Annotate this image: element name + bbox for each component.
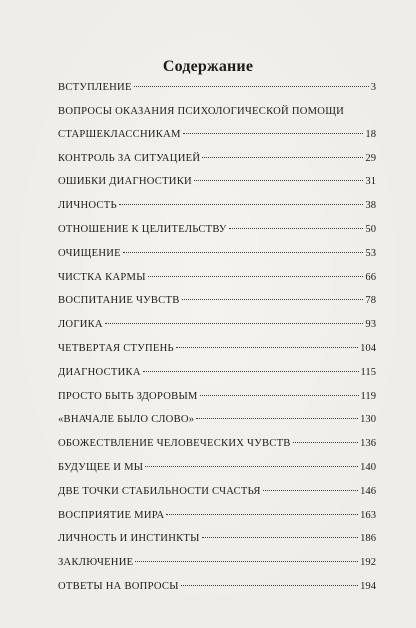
toc-entry xyxy=(58,105,376,141)
toc-page-number: 192 xyxy=(360,557,376,569)
toc-entry-title: «ВНАЧАЛЕ БЫЛО СЛОВО» xyxy=(58,414,195,426)
toc-entry xyxy=(58,271,376,284)
toc-entry xyxy=(58,580,376,593)
toc-entry-title: ДИАГНОСТИКА xyxy=(58,366,141,378)
toc-entry-title-line1: ВОПРОСЫ ОКАЗАНИЯ ПСИХОЛОГИЧЕСКОЙ ПОМОЩИ xyxy=(58,105,345,117)
toc-leader-dots xyxy=(196,418,358,419)
toc-entry-title: ВОСПИТАНИЕ ЧУВСТВ xyxy=(58,295,180,307)
toc-leader-dots xyxy=(183,133,364,134)
toc-entry xyxy=(58,199,376,212)
toc-leader-dots xyxy=(181,585,358,586)
toc-entry-title: БУДУЩЕЕ И МЫ xyxy=(58,461,144,473)
toc-entry-title: ОТНОШЕНИЕ К ЦЕЛИТЕЛЬСТВУ xyxy=(58,223,227,235)
toc-entry xyxy=(58,413,376,426)
toc-page-number: 130 xyxy=(360,414,376,426)
toc-leader-dots xyxy=(194,180,363,181)
toc-leader-dots xyxy=(148,276,364,277)
toc-entry-title: КОНТРОЛЬ ЗА СИТУАЦИЕЙ xyxy=(58,152,201,164)
toc-page-number: 104 xyxy=(360,342,376,354)
toc-page-number: 194 xyxy=(360,580,376,592)
toc-entry-title: ОШИБКИ ДИАГНОСТИКИ xyxy=(58,176,192,188)
toc-entry-title: ОЧИЩЕНИЕ xyxy=(58,247,121,259)
toc-page-number: 31 xyxy=(365,176,376,188)
toc-page-number: 29 xyxy=(365,152,376,164)
toc-leader-dots xyxy=(166,514,358,515)
toc-page-number: 186 xyxy=(360,533,376,545)
toc-entry xyxy=(58,556,376,569)
toc-leader-dots xyxy=(202,157,363,158)
toc-leader-dots xyxy=(293,442,358,443)
toc-entry xyxy=(58,437,376,450)
toc-entry xyxy=(58,509,376,522)
toc-page-number: 140 xyxy=(360,461,376,473)
toc-page-number: 163 xyxy=(360,509,376,521)
toc-leader-dots xyxy=(200,395,359,396)
toc-entry-title: ЧЕТВЕРТАЯ СТУПЕНЬ xyxy=(58,342,174,354)
toc-leader-dots xyxy=(263,490,358,491)
toc-leader-dots xyxy=(134,86,369,87)
toc-entry-title: ЧИСТКА КАРМЫ xyxy=(58,271,146,283)
toc-leader-dots xyxy=(105,323,364,324)
toc-page-number: 78 xyxy=(365,295,376,307)
toc-entry-title: ЛИЧНОСТЬ И ИНСТИНКТЫ xyxy=(58,533,200,545)
toc-page-number: 115 xyxy=(360,366,376,378)
toc-page-number: 38 xyxy=(365,200,376,212)
toc-page-number: 119 xyxy=(360,390,376,402)
toc-entry-title: ПРОСТО БЫТЬ ЗДОРОВЫМ xyxy=(58,390,198,402)
toc-leader-dots xyxy=(143,371,359,372)
toc-entry-title: ВОСПРИЯТИЕ МИРА xyxy=(58,509,165,521)
toc-entry-title: ЛОГИКА xyxy=(58,319,103,331)
toc-leader-dots xyxy=(202,537,358,538)
toc-entry-title: ДВЕ ТОЧКИ СТАБИЛЬНОСТИ СЧАСТЬЯ xyxy=(58,485,261,497)
toc-entry xyxy=(58,294,376,307)
toc-page-number: 146 xyxy=(360,485,376,497)
toc-entry xyxy=(58,366,376,379)
toc-entry xyxy=(58,342,376,355)
toc-leader-dots xyxy=(145,466,358,467)
toc-leader-dots xyxy=(182,299,364,300)
toc-entry xyxy=(58,485,376,498)
toc-leader-dots xyxy=(176,347,358,348)
toc-entry xyxy=(58,318,376,331)
toc-page-number: 3 xyxy=(370,82,376,93)
toc-leader-dots xyxy=(123,252,364,253)
toc-page-number: 66 xyxy=(365,271,376,283)
toc-entry xyxy=(58,532,376,545)
toc-entry-title: ЗАКЛЮЧЕНИЕ xyxy=(58,557,134,569)
toc-entry xyxy=(58,247,376,260)
toc-page-number: 136 xyxy=(360,438,376,450)
toc-leader-dots xyxy=(135,561,358,562)
toc-entry xyxy=(58,223,376,236)
toc-page-number: 18 xyxy=(365,128,376,140)
toc-entry-title: СТАРШЕКЛАССНИКАМ xyxy=(58,128,181,140)
table-of-contents xyxy=(58,81,376,604)
toc-entry-title: ОТВЕТЫ НА ВОПРОСЫ xyxy=(58,580,179,592)
toc-page-number: 50 xyxy=(365,223,376,235)
toc-entry-title: ОБОЖЕСТВЛЕНИЕ ЧЕЛОВЕЧЕСКИХ ЧУВСТВ xyxy=(58,438,291,450)
toc-leader-dots xyxy=(119,204,364,205)
toc-page-number: 53 xyxy=(365,247,376,259)
toc-entry xyxy=(58,461,376,474)
toc-entry-title: ВСТУПЛЕНИЕ xyxy=(58,82,132,93)
page-title: Содержание xyxy=(162,57,254,75)
toc-entry xyxy=(58,81,376,94)
toc-entry xyxy=(58,152,376,165)
toc-entry xyxy=(58,175,376,188)
toc-page-number: 93 xyxy=(365,319,376,331)
toc-entry xyxy=(58,390,376,403)
toc-entry-title: ЛИЧНОСТЬ xyxy=(58,200,117,212)
toc-leader-dots xyxy=(229,228,364,229)
